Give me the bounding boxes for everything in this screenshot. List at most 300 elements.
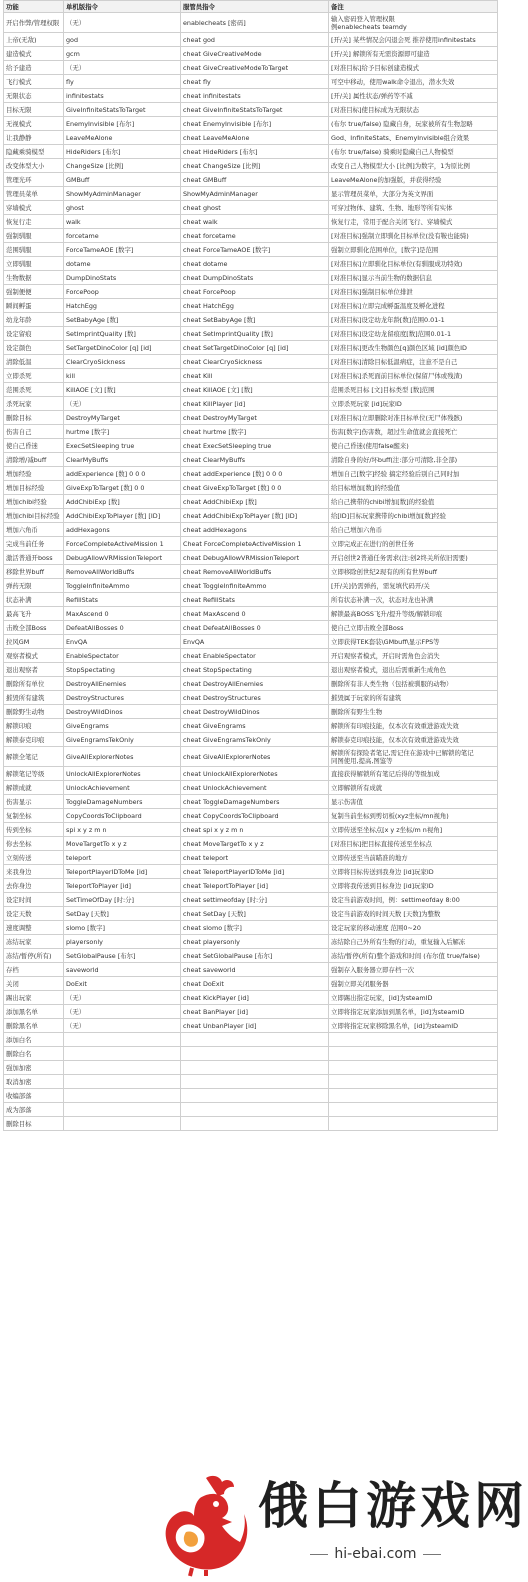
single-player-command-cell [64, 1089, 181, 1103]
function-cell: 幼龙年龄 [4, 313, 64, 327]
function-cell: 隐藏乘骑模型 [4, 145, 64, 159]
table-row [4, 1103, 498, 1117]
function-cell: 解锁泰克印痕 [4, 733, 64, 747]
server-admin-command-cell: cheat walk [181, 215, 329, 229]
server-admin-command-cell [181, 1033, 329, 1047]
function-cell: 来我身边 [4, 865, 64, 879]
table-row [4, 621, 498, 635]
table-row [4, 747, 498, 767]
table-row [4, 795, 498, 809]
notes-cell: 增加自己[数字]经验 搞定经验后别自己同时加 [329, 467, 498, 481]
notes-cell: [对准目标]强制目标单位排泄 [329, 285, 498, 299]
server-admin-command-cell: cheat MaxAscend 0 [181, 607, 329, 621]
table-row [4, 949, 498, 963]
notes-cell: [对准目标]把目标直接传送至坐标点 [329, 837, 498, 851]
single-player-command-cell: DoExit [64, 977, 181, 991]
notes-cell: [对准目标]更改生物颜色[q]颜色区域 [id]颜色ID [329, 341, 498, 355]
function-cell: 无限状态 [4, 89, 64, 103]
single-player-command-cell: MaxAscend 0 [64, 607, 181, 621]
table-row [4, 159, 498, 173]
table-row [4, 963, 498, 977]
notes-cell: 开启观察者模式，开启时需角色会消失 [329, 649, 498, 663]
notes-cell: 开启创世2普通任务需求(注:创2终关所依旧需要) [329, 551, 498, 565]
cell-line: 输入密码登入管理权限 [331, 14, 395, 23]
server-admin-command-cell [181, 1089, 329, 1103]
function-cell: 删除目标 [4, 411, 64, 425]
server-admin-command-cell: cheat AddChibiExpToPlayer [数] [ID] [181, 509, 329, 523]
notes-cell: 冻结/暂停(所有)整个游戏和时间 (布尔值 true/false) [329, 949, 498, 963]
rooster-logo-icon [160, 1472, 250, 1576]
notes-cell: 强制存入服务器立即存档一次 [329, 963, 498, 977]
server-admin-command-cell: cheat RefillStats [181, 593, 329, 607]
server-admin-command-cell: cheat GiveAllExplorerNotes [181, 747, 329, 767]
table-row [4, 663, 498, 677]
table-row [4, 921, 498, 935]
notes-cell: [对准目标]杀死面前目标单位(保留尸体或残渣) [329, 369, 498, 383]
single-player-command-cell: RefillStats [64, 593, 181, 607]
table-row [4, 767, 498, 781]
single-player-command-cell: EnvQA [64, 635, 181, 649]
single-player-command-cell: addHexagons [64, 523, 181, 537]
notes-cell: 立即踢出指定玩家，[id]为steamID [329, 991, 498, 1005]
single-player-command-cell: AddChibiExpToPlayer [数] [ID] [64, 509, 181, 523]
notes-cell: 使自己立即击败全部Boss [329, 621, 498, 635]
server-admin-command-cell: cheat saveworld [181, 963, 329, 977]
notes-cell: 复制当前坐标到剪切板(xyz坐标/mn视角) [329, 809, 498, 823]
server-admin-command-cell: cheat forcetame [181, 229, 329, 243]
server-admin-command-cell: cheat ghost [181, 201, 329, 215]
function-cell: 摧毁所有建筑 [4, 691, 64, 705]
server-admin-command-cell: cheat LeaveMeAlone [181, 131, 329, 145]
function-cell: 击败全部Boss [4, 621, 64, 635]
notes-cell: [对准目标]立即删除对准目标单位(无尸体残骸) [329, 411, 498, 425]
single-player-command-cell: LeaveMeAlone [64, 131, 181, 145]
single-player-command-cell: RemoveAllWorldBuffs [64, 565, 181, 579]
table-row [4, 453, 498, 467]
function-cell: 管理光环 [4, 173, 64, 187]
single-player-command-cell: ToggleInfiniteAmmo [64, 579, 181, 593]
function-cell: 杀死玩家 [4, 397, 64, 411]
single-player-command-cell: forcetame [64, 229, 181, 243]
notes-cell: 解锁泰克印痕技能，仅本次有效重进游戏失效 [329, 733, 498, 747]
table-row [4, 47, 498, 61]
notes-cell: [开/关] 属性状态/弹药等不减 [329, 89, 498, 103]
single-player-command-cell: TeleportToPlayer [id] [64, 879, 181, 893]
table-row [4, 75, 498, 89]
function-cell: 目标无限 [4, 103, 64, 117]
notes-cell: 解锁最高BOSS飞升/提升等级/解锁印痕 [329, 607, 498, 621]
function-cell: 完成当前任务 [4, 537, 64, 551]
server-admin-command-cell: cheat BanPlayer [id] [181, 1005, 329, 1019]
table-row [4, 851, 498, 865]
cell-line: 解锁所有探险者笔记,需记住在游戏中已解锁的笔记 [331, 748, 474, 757]
notes-cell: 立即将指定玩家移除黑名单，[id]为steamID [329, 1019, 498, 1033]
single-player-command-cell: （无） [64, 1019, 181, 1033]
table-row [4, 705, 498, 719]
server-admin-command-cell: Cheat ForceCompleteActiveMission 1 [181, 537, 329, 551]
server-admin-command-cell [181, 1075, 329, 1089]
table-row [4, 369, 498, 383]
server-admin-command-cell: cheat TeleportPlayerIDToMe [id] [181, 865, 329, 879]
function-cell: 开启作弊/管理权限 [4, 13, 64, 33]
table-row [4, 467, 498, 481]
table-row [4, 565, 498, 579]
server-admin-command-cell: cheat SetGlobalPause [布尔] [181, 949, 329, 963]
server-admin-command-cell: cheat GiveCreativeModeToTarget [181, 61, 329, 75]
notes-cell: 删除所有野生生物 [329, 705, 498, 719]
table-row [4, 781, 498, 795]
single-player-command-cell: DumpDinoStats [64, 271, 181, 285]
function-cell: 去你身边 [4, 879, 64, 893]
server-admin-command-cell: cheat addExperience [数] 0 0 0 [181, 467, 329, 481]
single-player-command-cell: EnemyInvisible [布尔] [64, 117, 181, 131]
function-cell: 增加目标经验 [4, 481, 64, 495]
function-cell: 清除增/减buff [4, 453, 64, 467]
notes-cell: 设定玩家的移动速度 范围0~20 [329, 921, 498, 935]
notes-cell [329, 1103, 498, 1117]
function-cell: 增加经验 [4, 467, 64, 481]
notes-cell: 解锁所有印痕技能，仅本次有效重进游戏失效 [329, 719, 498, 733]
server-admin-command-cell: cheat DoExit [181, 977, 329, 991]
table-row [4, 977, 498, 991]
single-player-command-cell: CopyCoordsToClipboard [64, 809, 181, 823]
header-single-player-command: 单机版指令 [64, 1, 181, 13]
function-cell: 立即杀死 [4, 369, 64, 383]
single-player-command-cell: GiveEngrams [64, 719, 181, 733]
table-row [4, 523, 498, 537]
function-cell: 冻结玩家 [4, 935, 64, 949]
function-cell: 成为部落 [4, 1103, 64, 1117]
server-admin-command-cell: cheat DestroyMyTarget [181, 411, 329, 425]
server-admin-command-cell: cheat playersonly [181, 935, 329, 949]
notes-cell: 范围杀死目标 [文]目标类型 [数]范围 [329, 383, 498, 397]
single-player-command-cell [64, 1061, 181, 1075]
single-player-command-cell: （无） [64, 13, 181, 33]
function-cell: 状态补满 [4, 593, 64, 607]
notes-cell: 使自己昏迷(使用false醒来) [329, 439, 498, 453]
function-cell: 设定时间 [4, 893, 64, 907]
notes-cell: 设定当前游戏的时间天数 [天数]为整数 [329, 907, 498, 921]
single-player-command-cell: ClearCryoSickness [64, 355, 181, 369]
single-player-command-cell: DestroyMyTarget [64, 411, 181, 425]
server-admin-command-cell: cheat GiveCreativeMode [181, 47, 329, 61]
server-admin-command-cell: cheat DestroyStructures [181, 691, 329, 705]
notes-cell: 所有状态补满一次，状态对龙也补满 [329, 593, 498, 607]
notes-cell: (布尔 true/false) 骑乘时隐藏自己人物模型 [329, 145, 498, 159]
single-player-command-cell: ClearMyBuffs [64, 453, 181, 467]
server-admin-command-cell: cheat DumpDinoStats [181, 271, 329, 285]
notes-cell: 立即将指定玩家添加到黑名单，[id]为steamID [329, 1005, 498, 1019]
function-cell: 移除世界buff [4, 565, 64, 579]
function-cell: 强加加密 [4, 1061, 64, 1075]
notes-cell: 立即获得TEK套装\GMbuff\显示FPS等 [329, 635, 498, 649]
function-cell: 建造模式 [4, 47, 64, 61]
table-row [4, 481, 498, 495]
table-row [4, 285, 498, 299]
single-player-command-cell: HatchEgg [64, 299, 181, 313]
notes-cell: LeaveMeAlone的加强版，并获得经验 [329, 173, 498, 187]
single-player-command-cell: （无） [64, 991, 181, 1005]
server-admin-command-cell: ShowMyAdminManager [181, 187, 329, 201]
server-admin-command-cell: cheat ForcePoop [181, 285, 329, 299]
notes-cell [329, 1033, 498, 1047]
server-admin-command-cell: cheat DestroyWildDinos [181, 705, 329, 719]
function-cell: 瞬间孵蛋 [4, 299, 64, 313]
notes-cell: 立即将我传送到目标身边 [id]玩家ID [329, 879, 498, 893]
single-player-command-cell: ForceTameAOE [数字] [64, 243, 181, 257]
table-row [4, 1047, 498, 1061]
single-player-command-cell: DefeatAllBosses 0 [64, 621, 181, 635]
single-player-command-cell: SetGlobalPause [布尔] [64, 949, 181, 963]
function-cell: 管理员菜单 [4, 187, 64, 201]
server-admin-command-cell: cheat KillAOE [文] [数] [181, 383, 329, 397]
table-row [4, 495, 498, 509]
single-player-command-cell: playersonly [64, 935, 181, 949]
table-row [4, 1033, 498, 1047]
table-row [4, 173, 498, 187]
table-row [4, 355, 498, 369]
server-admin-command-cell: cheat Kill [181, 369, 329, 383]
single-player-command-cell: MoveTargetTo x y z [64, 837, 181, 851]
server-admin-command-cell: cheat teleport [181, 851, 329, 865]
single-player-command-cell [64, 1117, 181, 1131]
server-admin-command-cell: cheat god [181, 33, 329, 47]
single-player-command-cell: kill [64, 369, 181, 383]
table-row [4, 635, 498, 649]
notes-cell: God、InfiniteStats、EnemyInvisible组合效果 [329, 131, 498, 145]
server-admin-command-cell [181, 1061, 329, 1075]
single-player-command-cell: teleport [64, 851, 181, 865]
table-row [4, 271, 498, 285]
notes-cell: 可穿过物体、建筑、生物、地形等所有实体 [329, 201, 498, 215]
server-admin-command-cell: cheat AddChibiExp [数] [181, 495, 329, 509]
function-cell: 最高飞升 [4, 607, 64, 621]
function-cell: 飞行模式 [4, 75, 64, 89]
notes-cell: 给[ID]目标玩家携带的chibi增加[数]经验 [329, 509, 498, 523]
function-cell: 伤害显示 [4, 795, 64, 809]
server-admin-command-cell: EnvQA [181, 635, 329, 649]
server-admin-command-cell: cheat ToggleDamageNumbers [181, 795, 329, 809]
table-row [4, 691, 498, 705]
notes-cell: [对准目标]给予目标创建造模式 [329, 61, 498, 75]
server-admin-command-cell: cheat EnableSpectator [181, 649, 329, 663]
notes-cell: 立即传送至当前瞄准的地方 [329, 851, 498, 865]
single-player-command-cell: addExperience [数] 0 0 0 [64, 467, 181, 481]
table-row [4, 61, 498, 75]
table-row [4, 509, 498, 523]
site-title: 俄白游戏网 [258, 1477, 528, 1535]
notes-cell [329, 747, 498, 767]
table-row [4, 837, 498, 851]
single-player-command-cell: walk [64, 215, 181, 229]
server-admin-command-cell: cheat ChangeSize [比例] [181, 159, 329, 173]
function-cell: 收编部落 [4, 1089, 64, 1103]
function-cell: 让我静静 [4, 131, 64, 145]
server-admin-command-cell: cheat TeleportToPlayer [id] [181, 879, 329, 893]
server-admin-command-cell: cheat infinitestats [181, 89, 329, 103]
table-row [4, 13, 498, 33]
table-row [4, 341, 498, 355]
server-admin-command-cell: cheat HatchEgg [181, 299, 329, 313]
notes-cell: [对准目标]使目标成为无限状态 [329, 103, 498, 117]
function-cell: 传到坐标 [4, 823, 64, 837]
function-cell: 设定颜色 [4, 341, 64, 355]
function-cell: 增加六角币 [4, 523, 64, 537]
server-admin-command-cell: cheat settimeofday [时:分] [181, 893, 329, 907]
server-admin-command-cell: cheat StopSpectating [181, 663, 329, 677]
function-cell: 强制驯服 [4, 229, 64, 243]
server-admin-command-cell: cheat dotame [181, 257, 329, 271]
table-row [4, 537, 498, 551]
table-row [4, 215, 498, 229]
notes-cell: [开/关] 某些情况会闪退会死 推荐使用infinitestats [329, 33, 498, 47]
notes-cell: 给自己增加六角币 [329, 523, 498, 537]
function-cell: 你去坐标 [4, 837, 64, 851]
server-admin-command-cell: enablecheats [密码] [181, 13, 329, 33]
function-cell: 弹药无限 [4, 579, 64, 593]
table-body [4, 13, 498, 1131]
notes-cell: 显示管理员菜单，大部分为英文界面 [329, 187, 498, 201]
server-admin-command-cell: cheat ClearCryoSickness [181, 355, 329, 369]
function-cell: 使自己昏迷 [4, 439, 64, 453]
single-player-command-cell: DestroyAllEnemies [64, 677, 181, 691]
single-player-command-cell: GiveInfiniteStatsToTarget [64, 103, 181, 117]
server-admin-command-cell: cheat GiveEngramsTekOnly [181, 733, 329, 747]
single-player-command-cell [64, 1047, 181, 1061]
single-player-command-cell: dotame [64, 257, 181, 271]
table-row [4, 607, 498, 621]
server-admin-command-cell: cheat GiveExpToTarget [数] 0 0 [181, 481, 329, 495]
single-player-command-cell: AddChibiExp [数] [64, 495, 181, 509]
function-cell: 无视模式 [4, 117, 64, 131]
header-function: 功能 [4, 1, 64, 13]
single-player-command-cell: EnableSpectator [64, 649, 181, 663]
single-player-command-cell: ExecSetSleeping true [64, 439, 181, 453]
notes-cell: 立即将目标传送到我身边 [id]玩家ID [329, 865, 498, 879]
server-admin-command-cell: cheat hurtme [数字] [181, 425, 329, 439]
single-player-command-cell [64, 1103, 181, 1117]
function-cell: 立即驯服 [4, 257, 64, 271]
single-player-command-cell: HideRiders [布尔] [64, 145, 181, 159]
notes-cell: 给自己携带的chibi增加[数]的经验值 [329, 495, 498, 509]
server-admin-command-cell: cheat ExecSetSleeping true [181, 439, 329, 453]
table-row [4, 551, 498, 565]
table-row [4, 649, 498, 663]
function-cell: 拉风GM [4, 635, 64, 649]
function-cell: 激活普通开boss [4, 551, 64, 565]
table-row [4, 187, 498, 201]
function-cell: 穿墙模式 [4, 201, 64, 215]
table-row [4, 229, 498, 243]
table-row [4, 907, 498, 921]
single-player-command-cell: SetTimeOfDay [时:分] [64, 893, 181, 907]
notes-cell: 删除所有非人类生物（包括被驯服的动物） [329, 677, 498, 691]
server-admin-command-cell: cheat SetTargetDinoColor [q] [id] [181, 341, 329, 355]
single-player-command-cell: ghost [64, 201, 181, 215]
notes-cell: 立即传送至坐标点[x y z坐标/m n视角] [329, 823, 498, 837]
table-row [4, 865, 498, 879]
notes-cell: [对准目标]设定幼龙年龄[数]范围0.01-1 [329, 313, 498, 327]
table-row [4, 1089, 498, 1103]
table-row [4, 243, 498, 257]
server-admin-command-cell: cheat spi x y z m n [181, 823, 329, 837]
notes-cell: 冻结除自己外所有生物的行动，重复输入后解冻 [329, 935, 498, 949]
single-player-command-cell: SetDay [天数] [64, 907, 181, 921]
table-row [4, 1005, 498, 1019]
function-cell: 退出观察者 [4, 663, 64, 677]
notes-cell: [对准目标]设定幼龙留痕度[数]范围0.01-1 [329, 327, 498, 341]
table-row [4, 1075, 498, 1089]
single-player-command-cell: （无） [64, 1005, 181, 1019]
notes-cell: [对准目标]清除目标低温病症，注意不是自己 [329, 355, 498, 369]
server-admin-command-cell: cheat MoveTargetTo x y z [181, 837, 329, 851]
table-row [4, 145, 498, 159]
single-player-command-cell: saveworld [64, 963, 181, 977]
notes-cell: 立即解锁所有成就 [329, 781, 498, 795]
notes-cell: [对准目标]强制立即驯化目标单位(没有鞍也能骑) [329, 229, 498, 243]
table-row [4, 411, 498, 425]
table-row [4, 257, 498, 271]
function-cell: 添加白名 [4, 1033, 64, 1047]
server-admin-command-cell: cheat UnlockAchievement [181, 781, 329, 795]
server-admin-command-cell: cheat EnemyInvisible [布尔] [181, 117, 329, 131]
single-player-command-cell: gcm [64, 47, 181, 61]
function-cell: 删除野生动物 [4, 705, 64, 719]
server-admin-command-cell: cheat SetImprintQuality [数] [181, 327, 329, 341]
function-cell: 强制便便 [4, 285, 64, 299]
single-player-command-cell [64, 1075, 181, 1089]
table-row [4, 809, 498, 823]
server-admin-command-cell: cheat DestroyAllEnemies [181, 677, 329, 691]
server-admin-command-cell: cheat UnbanPlayer [id] [181, 1019, 329, 1033]
function-cell: 观察者模式 [4, 649, 64, 663]
server-admin-command-cell: cheat ForceTameAOE [数字] [181, 243, 329, 257]
function-cell: 踢出玩家 [4, 991, 64, 1005]
table-row [4, 117, 498, 131]
notes-cell: [对准目标]立即驯化目标单位(有驯服成功特效) [329, 257, 498, 271]
single-player-command-cell: SetBabyAge [数] [64, 313, 181, 327]
function-cell: 增加chibi经验 [4, 495, 64, 509]
single-player-command-cell: ShowMyAdminManager [64, 187, 181, 201]
function-cell: 删除所有单位 [4, 677, 64, 691]
single-player-command-cell: DestroyWildDinos [64, 705, 181, 719]
server-admin-command-cell: cheat DefeatAllBosses 0 [181, 621, 329, 635]
server-admin-command-cell: cheat SetDay [天数] [181, 907, 329, 921]
notes-cell: 立即移除创世纪2现有的所有世界buff [329, 565, 498, 579]
single-player-command-cell: infinitestats [64, 89, 181, 103]
table-row [4, 593, 498, 607]
notes-cell: 给目标增加[数]的经验值 [329, 481, 498, 495]
server-admin-command-cell: cheat GiveInfiniteStatsToTarget [181, 103, 329, 117]
single-player-command-cell: SetImprintQuality [数] [64, 327, 181, 341]
function-cell: 范围驯服 [4, 243, 64, 257]
server-admin-command-cell: cheat KickPlayer [id] [181, 991, 329, 1005]
table-row [4, 893, 498, 907]
single-player-command-cell: hurtme [数字] [64, 425, 181, 439]
single-player-command-cell: TeleportPlayerIDToMe [id] [64, 865, 181, 879]
single-player-command-cell: DebugAllowVRMissionTeleport [64, 551, 181, 565]
notes-cell: 显示伤害值 [329, 795, 498, 809]
single-player-command-cell: fly [64, 75, 181, 89]
server-admin-command-cell: cheat DebugAllowVRMissionTeleport [181, 551, 329, 565]
server-admin-command-cell: cheat GMBuff [181, 173, 329, 187]
single-player-command-cell: ForceCompleteActiveMission 1 [64, 537, 181, 551]
function-cell: 复制坐标 [4, 809, 64, 823]
notes-cell: 退出观察者模式，退出后需重新生成角色 [329, 663, 498, 677]
function-cell: 解锁成就 [4, 781, 64, 795]
notes-cell: 伤害[数字]伤害数，超过生命值就会直接死亡 [329, 425, 498, 439]
notes-cell: 恢复行走，常用于配合关闭飞行、穿墙模式 [329, 215, 498, 229]
